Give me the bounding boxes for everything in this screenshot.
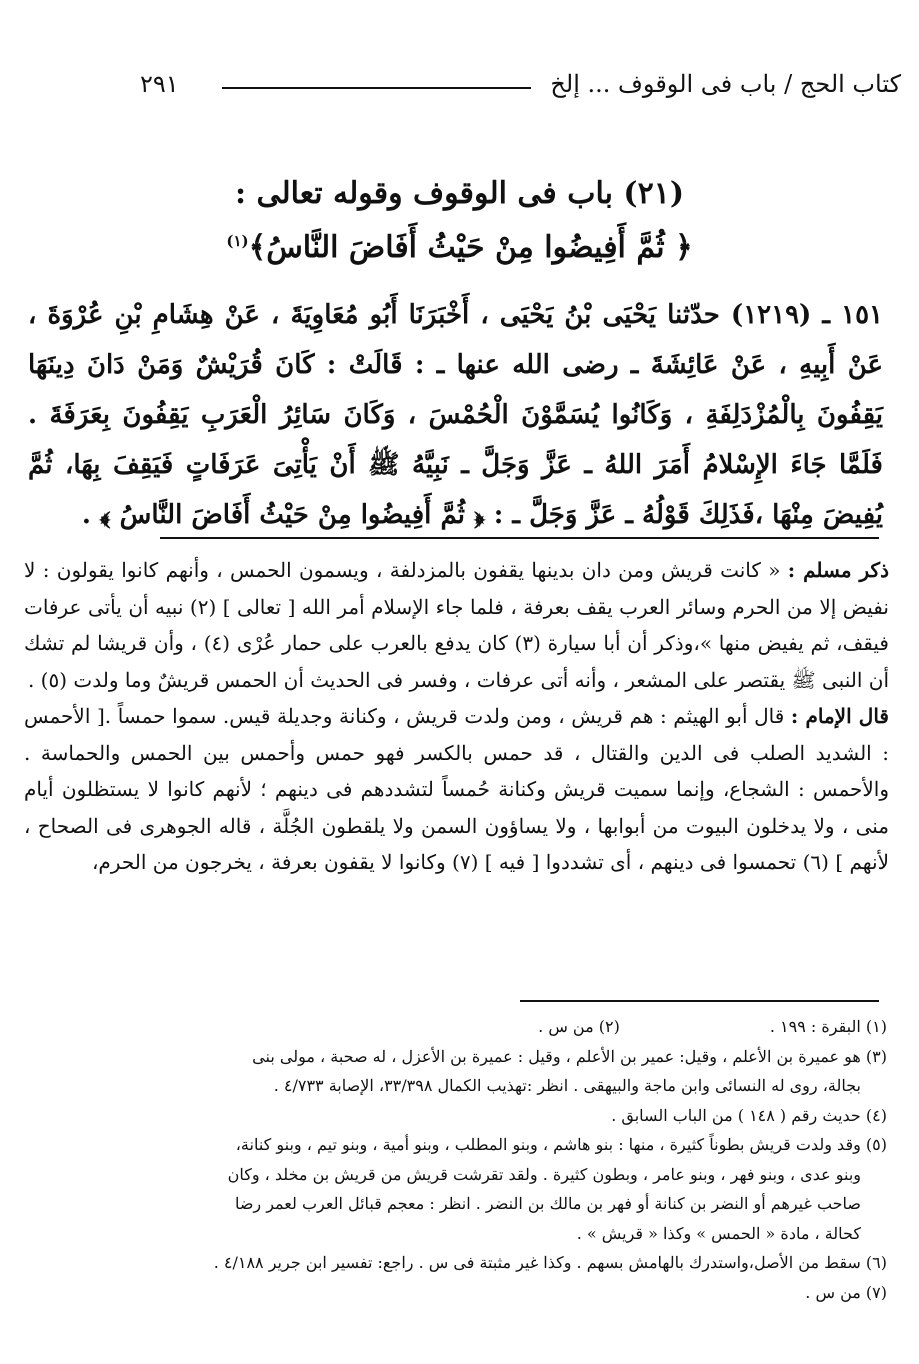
- commentary: [24, 552, 889, 881]
- verse-footnote-marker: (١): [226, 232, 249, 250]
- footnote-5-cont: صاحب غيرهم أو النضر بن كنانة أو فهر بن مالك بن النضر . انظر : معجم قبائل العرب لعمر رضا: [234, 1194, 861, 1213]
- paragraph-text: قال أبو الهيثم : هم قريش ، ومن ولدت قريش ، وكنانة وجديلة قيس. سموا حمساً .[ الأحمس : الشديد الصلب فى الدين والقتال ، قد حمس بالكسر فهو حمس وأحمس بين الحمس والحماسة . والأحمس : الشجاع، وإنما سميت قريش وكنانة حُمساً لتشددهم فى دينهم ؛ لأنهم كانوا لا يستظلون أيام منى ، ولا يدخلون البيوت من أبوابها ، ولا يساؤون السمن ولا يلقطون الجُلَّة ، قاله الجوهرى فى الصحاح ، لأنهم ] (٦) تحمسوا فى دينهم ، أى تشددوا [ فيه ] (٧) وكانوا لا يقفون بعرفة ، يخرجون من الحرم،: [24, 704, 889, 874]
- footnote-7: (٧) من س .: [805, 1282, 887, 1302]
- footnote-3-cont: بجالة، روى له النسائى وابن ماجة والبيهقى . انظر :تهذيب الكمال ٣٣/٣٩٨، الإصابة ٤/٧٣٣ .: [273, 1076, 861, 1095]
- footnote-2: (٢) من س .: [538, 1017, 620, 1036]
- running-header: [140, 70, 901, 106]
- verse-text: ﴿ ثُمَّ أَفِيضُوا مِنْ حَيْثُ أَفَاضَ النَّاسُ﴾: [248, 230, 693, 265]
- paragraph-lead: قال الإمام :: [790, 704, 889, 728]
- footnote-separator: [520, 1000, 879, 1002]
- footnote-3: (٣) هو عميرة بن الأعلم ، وقيل: عمير بن الأعلم ، وقيل : عميرة بن الأعزل ، له صحبة ، مولى بنى: [252, 1046, 887, 1066]
- hadith-text: ١٥١ ـ (١٢١٩) حدّثنا يَحْيَى بْنُ يَحْيَى ، أَخْبَرَنَا أَبُو مُعَاوِيَةَ ، عَنْ هِشَامِ بْنِ عُرْوَةَ ، عَنْ أَبِيهِ ، عَنْ عَائِشَةَ ـ رضى الله عنها ـ : قَالَتْ : كَانَ قُرَيْشٌ وَمَنْ دَانَ دِينَهَا يَقِفُونَ بِالْمُزْدَلِفَةِ ، وَكَانُوا يُسَمَّوْنَ الْحُمْسَ ، وَكَانَ سَائِرُ الْعَرَبِ يَقِفُونَ بِعَرَفَةَ . فَلَمَّا جَاءَ الإِسْلامُ أَمَرَ اللهُ ـ عَزَّ وَجَلَّ ـ نَبِيَّهُ ﷺ أَنْ يَأْتِىَ عَرَفَاتٍ فَيَقِفَ بِهَا، ثُمَّ يُفِيضَ مِنْهَا ،فَذَلِكَ قَوْلُهُ ـ عَزَّ وَجَلَّ ـ : ﴿ ثُمَّ أَفِيضُوا مِنْ حَيْثُ أَفَاضَ النَّاسُ ﴾ .: [28, 300, 884, 530]
- paragraph-text: « كانت قريش ومن دان بدينها يقفون بالمزدلفة ، ويسمون الحمس ، وأنهم كانوا يقولون : لا نفيض إلا من الحرم وسائر العرب يقف بعرفة ، فلما جاء الإسلام أمر الله [ تعالى ] (٢) نبيه أن يأتى عرفات فيقف، ثم يفيض منها »،وذكر أن أبا سيارة (٣) كان يدفع بالعرب على حمار عُرْى (٤) ، وأن قريشا لم تشك أن النبى ﷺ يقتصر على المشعر ، وأنه أتى عرفات ، وفسر فى الحديث أن الحمس قريشٌ وما ولدت (٥) .: [24, 558, 889, 692]
- footnote-5-cont: كحالة ، مادة « الحمس » وكذا « قريش » .: [576, 1223, 861, 1243]
- hadith-separator: [160, 537, 879, 539]
- footnote-row: [24, 1012, 887, 1042]
- running-title: كتاب الحج / باب فى الوقوف ... إلخ: [550, 70, 901, 98]
- footnote-5: (٥) وقد ولدت قريش بطوناً كثيرة ، منها : بنو هاشم ، وبنو المطلب ، وبنو أمية ، وبنو تيم ، وبنو كنانة،: [235, 1135, 887, 1154]
- chapter-title: (٢١) باب فى الوقوف وقوله تعالى :: [234, 176, 685, 211]
- paragraph-lead: ذكر مسلم :: [787, 558, 889, 582]
- commentary-paragraph-1: [24, 552, 889, 698]
- footnote-1: (١) البقرة : ١٩٩ .: [769, 1017, 887, 1036]
- footnote-5-cont: وبنو عدى ، وبنو فهر ، وبنو عامر ، وبطون كثيرة . ولقد تقرشت قريش من قريش بن مخلد ، وكان: [227, 1164, 861, 1184]
- chapter-verse: [120, 230, 799, 265]
- page-number: ٢٩١: [140, 70, 179, 98]
- commentary-paragraph-2: [24, 698, 889, 881]
- header-rule: [222, 87, 531, 89]
- footnote-6: (٦) سقط من الأصل،واستدرك بالهامش بسهم . وكذا غير مثبتة فى س . راجع: تفسير ابن جرير ٤/١٨٨ .: [213, 1253, 887, 1272]
- footnotes: [24, 1012, 887, 1307]
- footnote-4: (٤) حديث رقم ( ١٤٨ ) من الباب السابق .: [611, 1105, 887, 1125]
